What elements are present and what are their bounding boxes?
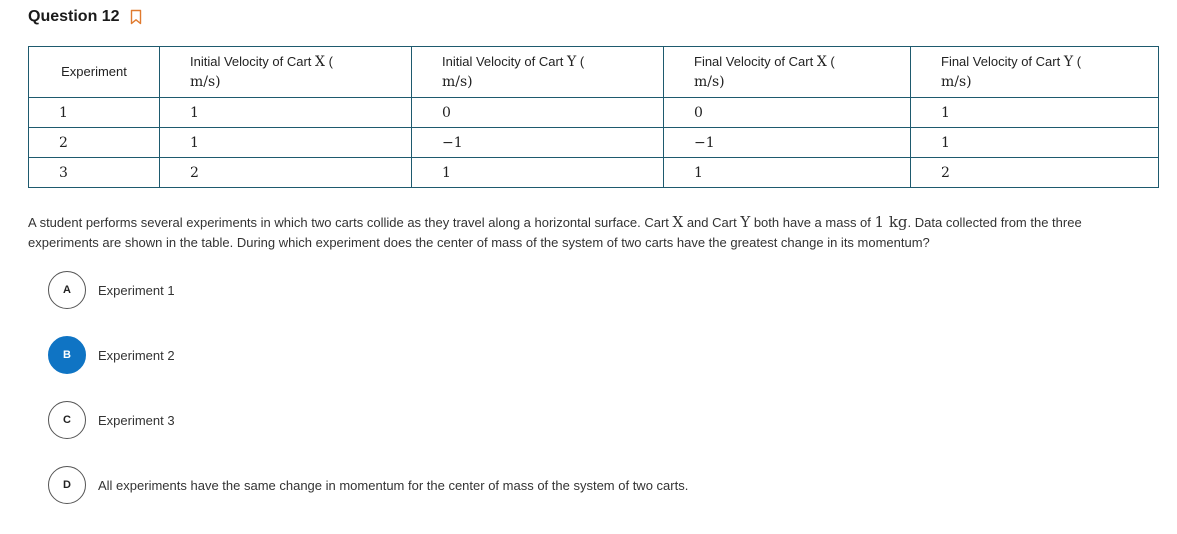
col-header-label: Experiment xyxy=(61,64,127,79)
table-cell: −1 xyxy=(412,128,664,158)
answer-choice-c[interactable] xyxy=(48,400,175,440)
col-header-paren: ( xyxy=(324,54,333,69)
table-cell: 3 xyxy=(29,158,160,188)
table-cell: 2 xyxy=(160,158,412,188)
choice-text: All experiments have the same change in momentum for the center of mass of the system of two carts. xyxy=(98,477,689,493)
col-header-unit: m/s) xyxy=(190,74,221,90)
col-header-label: Final Velocity of Cart xyxy=(941,54,1064,69)
table-cell: 1 xyxy=(664,158,911,188)
col-header-label: Initial Velocity of Cart xyxy=(190,54,315,69)
prompt-text: A student performs several experiments in which two carts collide as they travel along a horizontal surface. Cart xyxy=(28,215,673,230)
table-cell: 1 xyxy=(29,98,160,128)
col-header-paren: ( xyxy=(826,54,835,69)
col-header-unit: m/s) xyxy=(694,74,725,90)
experiment-data-table xyxy=(28,46,1159,188)
col-header-unit: m/s) xyxy=(442,74,473,90)
col-header-line1 xyxy=(190,52,411,72)
choice-letter-bubble[interactable]: A xyxy=(48,271,86,309)
table-cell: 1 xyxy=(911,98,1159,128)
choice-letter-bubble[interactable]: C xyxy=(48,401,86,439)
col-header-line1 xyxy=(694,52,910,72)
question-prompt xyxy=(28,212,1148,253)
choice-letter-bubble[interactable]: D xyxy=(48,466,86,504)
col-header-line1 xyxy=(941,52,1158,72)
table-cell: 0 xyxy=(664,98,911,128)
table-row xyxy=(29,158,1159,188)
answer-choice-d[interactable] xyxy=(48,465,688,505)
choice-letter-bubble[interactable]: B xyxy=(48,336,86,374)
table-cell: 2 xyxy=(911,158,1159,188)
col-header-unit: m/s) xyxy=(941,74,972,90)
table-cell: 1 xyxy=(160,128,412,158)
col-header-label: Final Velocity of Cart xyxy=(694,54,817,69)
bookmark-icon[interactable] xyxy=(130,9,142,25)
table-cell: 1 xyxy=(412,158,664,188)
col-header-paren: ( xyxy=(1073,54,1082,69)
prompt-var-y: Y xyxy=(740,213,751,231)
prompt-var-x: X xyxy=(672,213,684,231)
col-header-paren: ( xyxy=(576,54,585,69)
choice-text: Experiment 3 xyxy=(98,412,175,428)
col-header-var: X xyxy=(816,54,827,70)
prompt-mass: 1 kg xyxy=(874,213,908,231)
col-header-initial-x xyxy=(160,47,412,98)
question-header xyxy=(28,6,142,28)
choice-text: Experiment 1 xyxy=(98,282,175,298)
col-header-experiment xyxy=(29,47,160,98)
answer-choice-a[interactable] xyxy=(48,270,175,310)
prompt-text: and Cart xyxy=(683,215,741,230)
col-header-label: Initial Velocity of Cart xyxy=(442,54,567,69)
prompt-text: . Data collected from the three experiments are shown in the table. During which experiment does the center of mass of the system of two carts have the greatest change in its momentum? xyxy=(28,215,1082,250)
table-header-row xyxy=(29,47,1159,98)
answer-choice-b[interactable] xyxy=(48,335,175,375)
col-header-var: X xyxy=(315,54,325,70)
col-header-var: Y xyxy=(567,54,577,70)
table-row xyxy=(29,128,1159,158)
col-header-final-y xyxy=(911,47,1159,98)
table-cell: −1 xyxy=(664,128,911,158)
prompt-text: both have a mass of xyxy=(750,215,875,230)
table-row xyxy=(29,98,1159,128)
table-cell: 0 xyxy=(412,98,664,128)
col-header-initial-y xyxy=(412,47,664,98)
table-cell: 1 xyxy=(160,98,412,128)
question-title: Question 12 xyxy=(28,8,120,25)
col-header-final-x xyxy=(664,47,911,98)
table-cell: 1 xyxy=(911,128,1159,158)
col-header-var: Y xyxy=(1063,54,1074,70)
table-cell: 2 xyxy=(29,128,160,158)
choice-text: Experiment 2 xyxy=(98,347,175,363)
col-header-line1 xyxy=(442,52,663,72)
